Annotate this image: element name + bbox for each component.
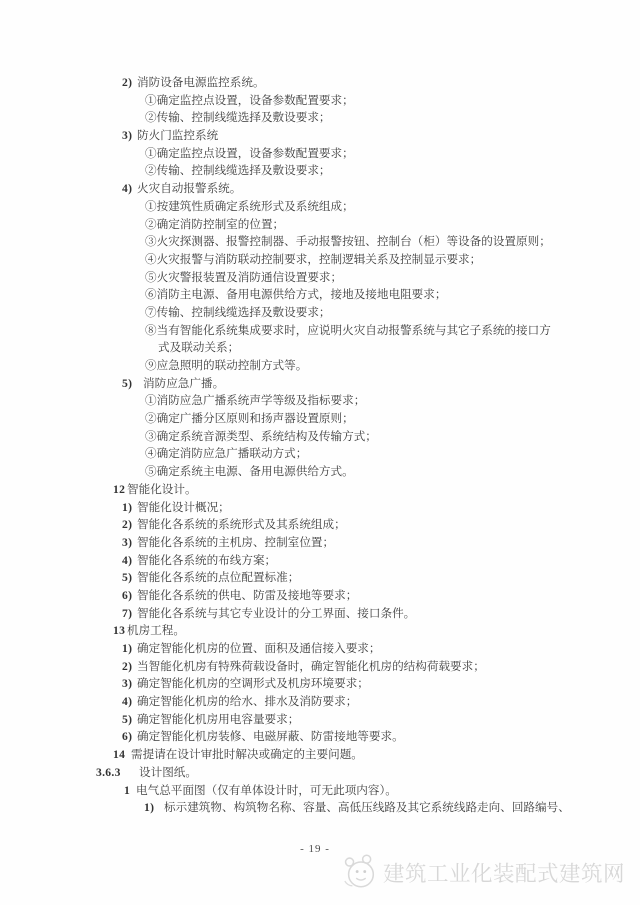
line-text: ①按建筑性质确定系统形式及系统组成； — [145, 199, 354, 213]
line-text: 火灾自动报警系统。 — [137, 182, 242, 196]
doc-line — [0, 410, 640, 428]
line-number: 3.6.3 — [96, 765, 121, 779]
line-number: 13 — [113, 624, 126, 638]
line-text: ③确定系统音源类型、系统结构及传输方式； — [145, 429, 377, 443]
line-number: 5) — [122, 376, 133, 390]
line-text: ⑦传输、控制线缆选择及敷设要求； — [145, 305, 331, 319]
watermark — [341, 852, 625, 893]
doc-line — [0, 658, 640, 676]
doc-line — [0, 269, 640, 287]
line-number: 1) — [144, 801, 155, 815]
line-number: 3) — [122, 677, 133, 691]
doc-line — [0, 162, 640, 180]
line-text: 确定智能化机房的给水、排水及消防要求； — [137, 695, 358, 709]
doc-line — [0, 516, 640, 534]
doc-line — [0, 233, 640, 251]
document-text-block — [0, 74, 640, 817]
line-text: 当智能化机房有特殊荷载设备时，确定智能化机房的结构荷载要求； — [137, 659, 485, 673]
line-text: 确定智能化机房用电容量要求； — [137, 712, 300, 726]
line-text: 智能化各系统的点位配置标准； — [137, 571, 300, 585]
line-text: 智能化各系统与其它专业设计的分工界面、接口条件。 — [137, 606, 416, 620]
line-text: 需提请在设计审批时解决或确定的主要问题。 — [131, 748, 363, 762]
line-number: 4) — [122, 695, 133, 709]
line-number: 12 — [113, 482, 126, 496]
page-number: - 19 - — [300, 843, 330, 855]
line-number: 5) — [122, 712, 133, 726]
line-text: ④火灾报警与消防联动控制要求，控制逻辑关系及控制显示要求； — [145, 252, 482, 266]
doc-line — [0, 587, 640, 605]
line-text: ②传输、控制线缆选择及敷设要求； — [145, 164, 331, 178]
line-text: 智能化设计概况； — [137, 500, 230, 514]
line-text: ①确定监控点设置，设备参数配置要求； — [145, 146, 354, 160]
line-number: 5) — [122, 571, 133, 585]
line-text: 智能化各系统的系统形式及其系统组成； — [137, 518, 346, 532]
doc-line — [0, 74, 640, 92]
line-text: 确定智能化机房的空调形式及机房环境要求； — [137, 677, 369, 691]
line-text: 确定智能化机房的位置、面积及通信接入要求； — [137, 642, 381, 655]
line-text: ⑤确定系统主电源、备用电源供给方式。 — [145, 465, 354, 479]
doc-line — [0, 445, 640, 463]
doc-line — [0, 481, 640, 499]
doc-line — [0, 728, 640, 746]
doc-line — [0, 534, 640, 552]
line-number: 2) — [122, 659, 133, 673]
line-text: ③火灾探测器、报警控制器、手动报警按钮、控制台（柜）等设备的设置原则； — [145, 235, 551, 249]
line-number: 6) — [122, 730, 133, 744]
line-text: 确定智能化机房装修、电磁屏蔽、防雷接地等要求。 — [137, 730, 404, 744]
doc-line — [0, 392, 640, 410]
line-number: 4) — [122, 553, 133, 567]
line-text: ⑥消防主电源、备用电源供给方式，接地及接地电阻要求； — [145, 288, 447, 302]
doc-line — [0, 764, 640, 782]
doc-line — [0, 428, 640, 446]
doc-line — [0, 569, 640, 587]
line-text: 智能化各系统的布线方案； — [137, 553, 277, 567]
line-text: 式及联动关系； — [158, 341, 240, 355]
line-number: 4) — [122, 182, 133, 196]
doc-line — [0, 605, 640, 623]
line-text: ②确定消防控制室的位置； — [145, 217, 285, 231]
doc-line — [0, 145, 640, 163]
doc-line — [0, 499, 640, 517]
doc-line — [0, 322, 640, 340]
watermark-text: 建筑工业化装配式建筑网 — [383, 862, 626, 886]
line-text: 电气总平面图（仅有单体设计时，可无此项内容）。 — [136, 783, 397, 797]
doc-line — [0, 339, 640, 357]
line-number: 3) — [122, 535, 133, 549]
line-text: 消防设备电源监控系统。 — [137, 76, 265, 89]
line-text: ①消防应急广播系统声学等级及指标要求； — [145, 394, 366, 408]
doc-line — [0, 375, 640, 393]
doc-line — [0, 92, 640, 110]
doc-line — [0, 180, 640, 198]
doc-line — [0, 640, 640, 658]
line-text: 标示建筑物、构筑物名称、容量、高低压线路及其它系统线路走向、回路编号、 — [164, 801, 570, 815]
line-text: 防火门监控系统 — [137, 129, 219, 143]
line-number: 1 — [124, 783, 131, 797]
line-number: 2) — [122, 518, 133, 532]
line-text: ⑧当有智能化系统集成要求时，应说明火灾自动报警系统与其它子系统的接口方 — [145, 323, 551, 337]
line-text: 设计图纸。 — [139, 765, 197, 779]
line-number: 1) — [122, 500, 133, 514]
line-text: ⑤火灾警报装置及消防通信设置要求； — [145, 270, 343, 284]
line-number: 3) — [122, 129, 133, 143]
line-text: ④确定消防应急广播联动方式； — [145, 447, 308, 461]
doc-line — [0, 127, 640, 145]
doc-line — [0, 675, 640, 693]
doc-line — [0, 552, 640, 570]
doc-line — [0, 286, 640, 304]
line-number: 14 — [113, 748, 126, 762]
doc-line — [0, 251, 640, 269]
line-text: ②确定广播分区原则和扬声器设置原则； — [145, 412, 354, 426]
doc-line — [0, 693, 640, 711]
doc-line — [0, 799, 640, 817]
line-number: 7) — [122, 606, 133, 620]
doc-line — [0, 746, 640, 764]
line-number: 6) — [122, 588, 133, 602]
line-text: 消防应急广播。 — [143, 376, 225, 390]
line-text: 智能化各系统的主机房、控制室位置； — [137, 535, 335, 549]
line-number: 2) — [122, 76, 133, 89]
doc-line — [0, 216, 640, 234]
doc-line — [0, 711, 640, 729]
line-text: 机房工程。 — [127, 624, 185, 638]
doc-line — [0, 622, 640, 640]
line-text: ①确定监控点设置，设备参数配置要求； — [145, 93, 354, 107]
line-text: 智能化设计。 — [127, 482, 197, 496]
panda-mascot-logo-icon — [341, 852, 379, 893]
doc-line — [0, 463, 640, 481]
doc-line — [0, 304, 640, 322]
doc-line — [0, 109, 640, 127]
doc-line — [0, 782, 640, 800]
line-text: ⑨应急照明的联动控制方式等。 — [145, 359, 308, 372]
line-text: 智能化各系统的供电、防雷及接地等要求； — [137, 588, 358, 602]
line-number: 1) — [122, 642, 133, 655]
doc-line — [0, 198, 640, 216]
line-text: ②传输、控制线缆选择及敷设要求； — [145, 111, 331, 125]
doc-line — [0, 357, 640, 375]
